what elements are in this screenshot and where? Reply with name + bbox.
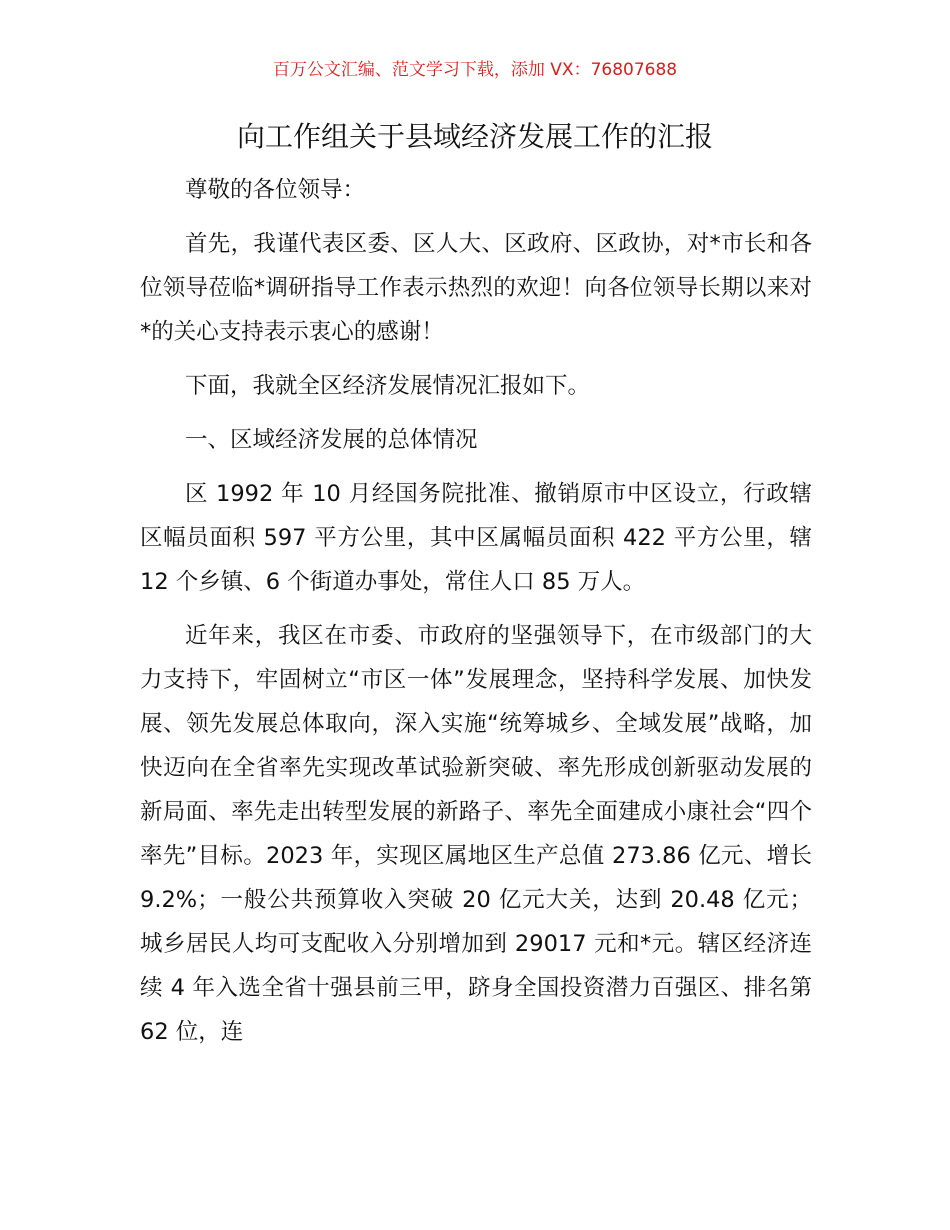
- district-overview-paragraph: 区 1992 年 10 月经国务院批准、撤销原市中区设立，行政辖区幅员面积 597 平方公里，其中区属幅员面积 422 平方公里，辖 12 个乡镇、6 个街道办事处，常住人口 85 万人。: [140, 481, 812, 595]
- section-heading: 一、区域经济发展的总体情况: [185, 427, 478, 453]
- document-title: 向工作组关于县域经济发展工作的汇报: [236, 120, 713, 153]
- development-paragraph: 近年来，我区在市委、市政府的坚强领导下，在市级部门的大力支持下，牢固树立“市区一体”发展理念，坚持科学发展、加快发展、领先发展总体取向，深入实施“统筹城乡、全域发展”战略，加快迈向在全省率先实现改革试验新突破、率先形成创新驱动发展的新局面、率先走出转型发展的新路子、率先全面建成小康社会“四个率先”目标。2023 年，实现区属地区生产总值 273.86 亿元、增长 9.2%；一般公共预算收入突破 20 亿元大关，达到 20.48 亿元；城乡居民人均可支配收入分别增加到 29017 元和*元。辖区经济连续 4 年入选全省十强县前三甲，跻身全国投资潜力百强区、排名第 62 位，连: [140, 623, 812, 1045]
- salutation-paragraph: 尊敬的各位领导：: [185, 177, 366, 203]
- welcome-paragraph: 首先，我谨代表区委、区人大、区政府、区政协，对*市长和各位领导莅临*调研指导工作表示热烈的欢迎！向各位领导长期以来对*的关心支持表示衷心的感谢！: [140, 231, 812, 345]
- document-body: [140, 168, 812, 1064]
- header-note: 百万公文汇编、范文学习下载，添加 VX：76807688: [272, 60, 678, 80]
- intro-paragraph: 下面，我就全区经济发展情况汇报如下。: [185, 373, 591, 399]
